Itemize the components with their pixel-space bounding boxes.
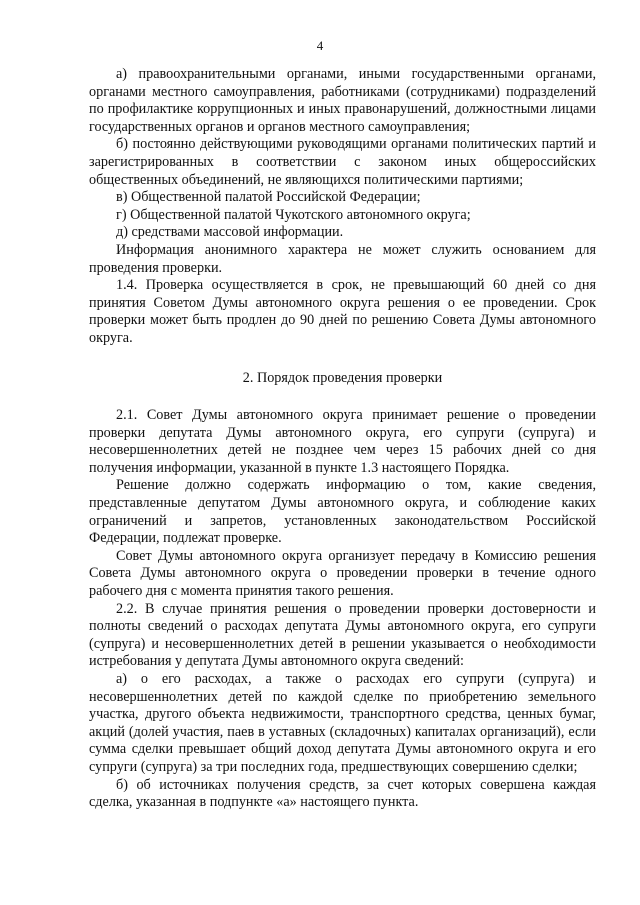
paragraph: Совет Думы автономного округа организует передачу в Комиссию решения Совета Думы автономного округа о проведении проверки в течение одного рабочего дня с момента принятия такого решения. (89, 547, 596, 600)
paragraph: г) Общественной палатой Чукотского автономного округа; (116, 206, 471, 223)
paragraph: 2.1. Совет Думы автономного округа принимает решение о проведении проверки депутата Думы автономного округа, его супруги (супруга) и несовершеннолетних детей не позднее чем через 15 рабочих дней со дня получения информации, указанной в пункте 1.3 настоящего Порядка. (89, 407, 596, 476)
paragraph: д) средствами массовой информации. (116, 224, 344, 241)
section-heading: 2. Порядок проведения проверки (242, 369, 443, 386)
paragraph: 2.2. В случае принятия решения о проведении проверки достоверности и полноты сведений о расходах депутата Думы автономного округа, его супруги (супруга) и несовершеннолетних детей в решении указывается о необходимости истребования у депутата Думы автономного округа сведений: (89, 600, 596, 670)
page-number: 4 (316, 38, 324, 53)
paragraph: а) о его расходах, а также о расходах его супруги (супруга) и несовершеннолетних детей по каждой сделке по приобретению земельного участка, другого объекта недвижимости, транспортного средства, ценных бумаг, акций (долей участия, паев в уставных (складочных) капиталах организаций), если сумма сделки превышает общий доход депутата Думы автономного округа и его супруги (супруга) за три последних года, предшествующих совершению сделки; (89, 671, 596, 775)
document-body (89, 66, 596, 812)
paragraph: б) об источниках получения средств, за счет которых совершена каждая сделка, указанная в подпункте «а» настоящего пункта. (89, 776, 596, 811)
paragraph: в) Общественной палатой Российской Федерации; (116, 189, 421, 206)
paragraph: 1.4. Проверка осуществляется в срок, не превышающий 60 дней со дня принятия Советом Думы автономного округа решения о ее проведении. Срок проверки может быть продлен до 90 дней по решению Совета Думы автономного округа. (89, 277, 596, 346)
paragraph: Решение должно содержать информацию о том, какие сведения, представленные депутатом Думы автономного округа, и соблюдение каких ограничений и запретов, установленных законодательством Российской Федерации, подлежат проверке. (89, 477, 596, 547)
paragraph: б) постоянно действующими руководящими органами политических партий и зарегистрированных в соответствии с законом иных общероссийских общественных объединений, не являющихся политическими партиями; (89, 136, 596, 188)
paragraph: Информация анонимного характера не может служить основанием для проведения проверки. (89, 241, 596, 276)
paragraph: а) правоохранительными органами, иными государственными органами, органами местного самоуправления, работниками (сотрудниками) подразделений по профилактике коррупционных и иных правонарушений, должностными лицами государственных органов и органов местного самоуправления; (89, 66, 596, 135)
